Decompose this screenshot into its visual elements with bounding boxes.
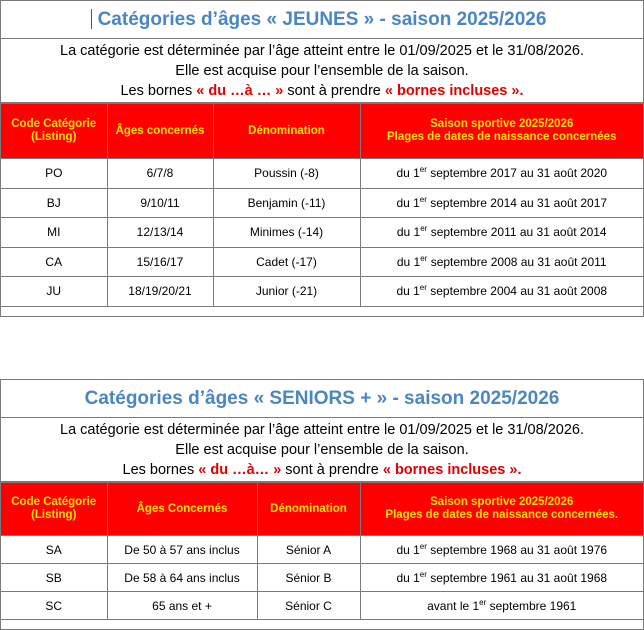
dates-prefix: du 1: [396, 542, 420, 557]
dates-rest: septembre 2004 au 31 août 2008: [426, 284, 608, 299]
cell-denomination: Sénior A: [257, 536, 360, 564]
dates-prefix: du 1: [396, 284, 420, 299]
cell-ages: De 50 à 57 ans inclus: [107, 536, 257, 564]
dates-rest: septembre 2017 au 31 août 2020: [426, 166, 608, 181]
dates-rest: septembre 1961 au 31 août 1968: [426, 570, 608, 585]
dates-prefix: du 1: [396, 195, 420, 210]
cell-denomination: Cadet (-17): [213, 247, 360, 277]
dates-sup: er: [419, 541, 427, 551]
cell-code: SB: [1, 564, 107, 592]
seniors-intro-line1: La catégorie est déterminée par l’âge atteint entre le 01/09/2025 et le 31/08/2026.: [60, 422, 584, 438]
intro-emphasis: « bornes incluses ».: [384, 83, 524, 99]
cell-ages: 65 ans et +: [107, 592, 257, 620]
intro-text: sont à prendre: [283, 83, 385, 99]
dates-prefix: du 1: [396, 254, 421, 269]
dates-sup: er: [419, 569, 427, 579]
cell-ages: 12/13/14: [107, 218, 213, 248]
cell-ages: 6/7/8: [107, 159, 213, 189]
dates-sup: er: [419, 283, 427, 293]
cell-denomination: Sénior C: [257, 592, 360, 620]
seniors-title-row: [1, 380, 643, 418]
cell-denomination: Minimes (-14): [213, 218, 360, 248]
table-row: [1, 247, 643, 277]
dates-rest: septembre 2011 au 31 août 2014: [427, 225, 607, 240]
cell-dates: [360, 592, 643, 620]
table-row: [1, 564, 643, 592]
dates-prefix: du 1: [396, 166, 420, 181]
seniors-section: [0, 379, 644, 630]
table-row: [1, 592, 643, 620]
header-saison: [360, 104, 643, 159]
intro-text: Les bornes: [122, 462, 199, 478]
cell-dates: [360, 277, 643, 307]
cell-denomination: Junior (-21): [213, 277, 360, 307]
jeunes-intro-line1: La catégorie est déterminée par l’âge atteint entre le 01/09/2025 et le 31/08/2026.: [60, 43, 584, 59]
cell-denomination: Poussin (-8): [213, 159, 360, 189]
header-code: Code Catégorie (Listing): [1, 483, 107, 536]
dates-prefix: avant le 1: [427, 598, 480, 613]
cell-ages: 15/16/17: [107, 247, 213, 277]
header-ages: Âges Concernés: [107, 483, 257, 536]
jeunes-intro: [1, 39, 643, 103]
cell-dates: [360, 564, 643, 592]
dates-rest: septembre 2008 au 31 août 2011: [427, 254, 607, 269]
header-saison: [360, 483, 643, 536]
header-saison-line2: Plages de dates de naissance concernées.: [385, 509, 619, 521]
intro-text: sont à prendre: [281, 462, 383, 478]
seniors-intro: [1, 418, 643, 482]
jeunes-header-row: [1, 104, 643, 159]
cell-code: BJ: [1, 188, 107, 218]
dates-sup: er: [419, 194, 427, 204]
cell-dates: [360, 218, 643, 248]
table-row: [1, 218, 643, 248]
header-saison-line1: Saison sportive 2025/2026: [430, 496, 574, 508]
header-denomination: Dénomination: [257, 483, 360, 536]
dates-rest: septembre 1961: [486, 598, 577, 613]
intro-emphasis: « du …à … »: [196, 83, 284, 99]
seniors-intro-line3: [1, 460, 643, 480]
header-saison-line1: Saison sportive 2025/2026: [430, 118, 574, 130]
seniors-intro-line2: Elle est acquise pour l’ensemble de la saison.: [175, 442, 469, 458]
jeunes-intro-line3: [1, 81, 643, 101]
cell-ages: 9/10/11: [107, 188, 213, 218]
cell-ages: 18/19/20/21: [107, 277, 213, 307]
dates-rest: septembre 2014 au 31 août 2017: [426, 195, 608, 210]
table-row: [1, 159, 643, 189]
cell-code: SA: [1, 536, 107, 564]
title-divider: [91, 9, 92, 29]
cell-dates: [360, 247, 643, 277]
dates-rest: septembre 1968 au 31 août 1976: [426, 542, 608, 557]
jeunes-table: [1, 103, 643, 307]
seniors-header-row: [1, 483, 643, 536]
cell-code: JU: [1, 277, 107, 307]
cell-code: CA: [1, 247, 107, 277]
seniors-title: Catégories d’âges « SENIORS + » - saison 2025/2026: [84, 388, 560, 409]
seniors-table: [1, 482, 643, 620]
cell-denomination: Benjamin (-11): [213, 188, 360, 218]
dates-sup: er: [420, 253, 428, 263]
intro-text: Les bornes: [120, 83, 197, 99]
header-saison-line2: Plages de dates de naissance concernées: [387, 131, 617, 143]
table-row: [1, 536, 643, 564]
dates-prefix: du 1: [396, 225, 421, 240]
cell-ages: De 58 à 64 ans inclus: [107, 564, 257, 592]
table-row: [1, 277, 643, 307]
dates-sup: er: [419, 165, 427, 175]
cell-code: MI: [1, 218, 107, 248]
header-code: Code Catégorie (Listing): [1, 104, 107, 159]
cell-denomination: Sénior B: [257, 564, 360, 592]
dates-sup: er: [420, 224, 428, 234]
cell-dates: [360, 536, 643, 564]
cell-dates: [360, 188, 643, 218]
cell-dates: [360, 159, 643, 189]
intro-emphasis: « du …à… »: [198, 462, 282, 478]
cell-code: SC: [1, 592, 107, 620]
dates-sup: er: [479, 597, 487, 607]
header-denomination: Dénomination: [213, 104, 360, 159]
header-ages: Âges concernés: [107, 104, 213, 159]
jeunes-title: Catégories d’âges « JEUNES » - saison 2025/2026: [97, 9, 547, 30]
intro-emphasis: « bornes incluses ».: [382, 462, 522, 478]
cell-code: PO: [1, 159, 107, 189]
dates-prefix: du 1: [396, 570, 420, 585]
table-row: [1, 188, 643, 218]
jeunes-intro-line2: Elle est acquise pour l’ensemble de la saison.: [175, 63, 469, 79]
jeunes-title-row: [1, 1, 643, 39]
